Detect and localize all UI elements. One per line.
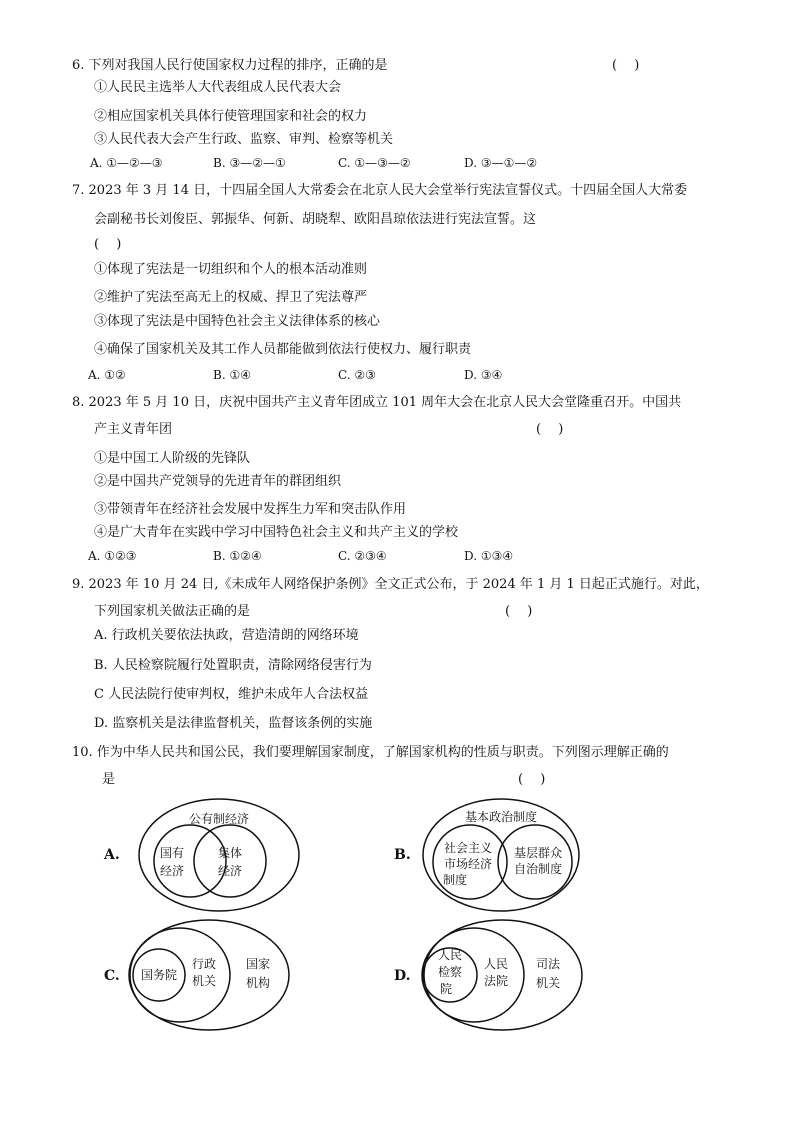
diagram-d-letter: D. [394,968,411,984]
q9-option-b: B. 人民检察院履行处置职责，清除网络侵害行为 [94,658,372,673]
diagram-d-middle-label-2: 法院 [483,974,509,988]
q8-option-c: C. ②③④ [338,549,387,563]
diagram-a-left-label-1: 国有 [159,846,185,860]
q6-option-a: A. ①—②—③ [90,156,163,170]
q9-option-c: C 人民法院行使审判权，维护未成年人合法权益 [94,687,369,702]
q8-option-b: B. ①②④ [213,549,262,563]
diagram-c-letter: C. [104,968,120,984]
q6-option-d: D. ③—①—② [464,156,538,170]
diagram-b-left-label-1: 社会主义 [443,841,493,855]
q7-option-b: B. ①④ [213,368,251,382]
q7-option-a: A. ①② [88,368,126,382]
q7-option-d: D. ③④ [464,368,503,382]
diagram-b-left-label-3: 制度 [442,873,468,887]
q10-answer-paren: ( ) [518,772,546,787]
diagram-c-inner-label: 国务院 [140,968,178,982]
diagram-a-letter: A. [104,847,120,863]
diagram-a-right-label-2: 经济 [217,864,243,878]
q7-answer-paren: ( ) [94,237,122,252]
diagram-d-outer-label-1: 司法 [535,957,561,971]
diagram-b-letter: B. [394,847,411,863]
q7-stem-line-1: 7. 2023 年 3 月 14 日，十四届全国人大常委会在北京人民大会堂举行宪法宣誓仪式。十四届全国人大常委 [72,183,688,198]
q9-option-d: D. 监察机关是法律监督机关，监督该条例的实施 [94,716,373,731]
q7-item-3: ③体现了宪法是中国特色社会主义法律体系的核心 [94,314,381,329]
q9-option-a: A. 行政机关要依法执政，营造清朗的网络环境 [94,628,359,643]
diagram-c-middle-label-2: 机关 [191,974,217,988]
q6-option-c: C. ①—③—② [338,156,411,170]
q8-item-4: ④是广大青年在实践中学习中国特色社会主义和共产主义的学校 [94,525,459,540]
q9-stem-line-1: 9. 2023 年 10 月 24 日,《未成年人网络保护条例》全文正式公布，于 2024 年 1 月 1 日起正式施行。对此， [72,577,709,592]
diagram-a-outer-label: 公有制经济 [188,812,250,826]
diagram-c-middle-label-1: 行政 [191,957,217,971]
diagram-b [390,795,590,915]
q7-item-1: ①体现了宪法是一切组织和个人的根本活动准则 [94,262,368,277]
diagram-b-right-label-1: 基层群众 [513,846,563,860]
q6-stem: 6. 下列对我国人民行使国家权力过程的排序，正确的是 [72,58,388,73]
diagram-a-right-circle [194,825,266,897]
q7-item-4: ④确保了国家机关及其工作人员都能做到依法行使权力、履行职责 [94,342,472,357]
q6-item-2: ②相应国家机关具体行使管理国家和社会的权力 [94,109,368,124]
q6-item-1: ①人民民主选举人大代表组成人民代表大会 [94,80,342,95]
diagram-d-outer-label-2: 机关 [535,976,561,990]
q6-item-3: ③人民代表大会产生行政、监察、审判、检察等机关 [94,132,394,147]
q10-stem-line-2: 是 [102,772,116,787]
diagram-d [390,915,590,1035]
diagram-b-left-label-2: 市场经济 [443,857,493,871]
diagram-c [100,915,300,1035]
q8-stem-line-2: 产主义青年团 [94,422,173,437]
diagram-d-inner-label-2: 检察 [437,965,463,979]
q8-item-1: ①是中国工人阶级的先锋队 [94,451,251,466]
q8-stem-line-1: 8. 2023 年 5 月 10 日，庆祝中国共产主义青年团成立 101 周年大会在北京人民大会堂隆重召开。中国共 [72,395,682,410]
q6-option-b: B. ③—②—① [213,156,286,170]
diagram-a-left-label-2: 经济 [159,864,185,878]
q6-answer-paren: ( ) [612,58,640,73]
diagram-c-outer-label-2: 机构 [245,976,271,990]
q8-option-a: A. ①②③ [88,549,137,563]
diagram-b-outer-label: 基本政治制度 [464,810,538,824]
diagram-a [100,795,300,915]
diagram-d-inner-label-3: 院 [439,982,453,996]
diagram-c-outer-label-1: 国家 [245,957,271,971]
diagram-b-right-label-2: 自治制度 [513,862,563,876]
diagram-d-middle-label-1: 人民 [483,957,509,971]
q9-stem-line-2: 下列国家机关做法正确的是 [94,604,251,619]
q7-stem-line-2: 会副秘书长刘俊臣、郭振华、何新、胡晓犁、欧阳昌琼依法进行宪法宣誓。这 [94,212,537,227]
q10-stem-line-1: 10. 作为中华人民共和国公民，我们要理解国家制度，了解国家机构的性质与职责。下列图示理解正确的 [72,745,669,760]
q8-item-3: ③带领青年在经济社会发展中发挥生力军和突击队作用 [94,502,407,517]
diagram-a-left-circle [154,825,226,897]
q7-item-2: ②维护了宪法至高无上的权威、捍卫了宪法尊严 [94,290,368,305]
q7-option-c: C. ②③ [338,368,376,382]
diagram-a-right-label-1: 集体 [217,846,243,860]
q8-answer-paren: ( ) [536,422,564,437]
q9-answer-paren: ( ) [505,604,533,619]
diagram-d-inner-label-1: 人民 [437,948,463,962]
q8-item-2: ②是中国共产党领导的先进青年的群团组织 [94,474,342,489]
q8-option-d: D. ①③④ [464,549,514,563]
